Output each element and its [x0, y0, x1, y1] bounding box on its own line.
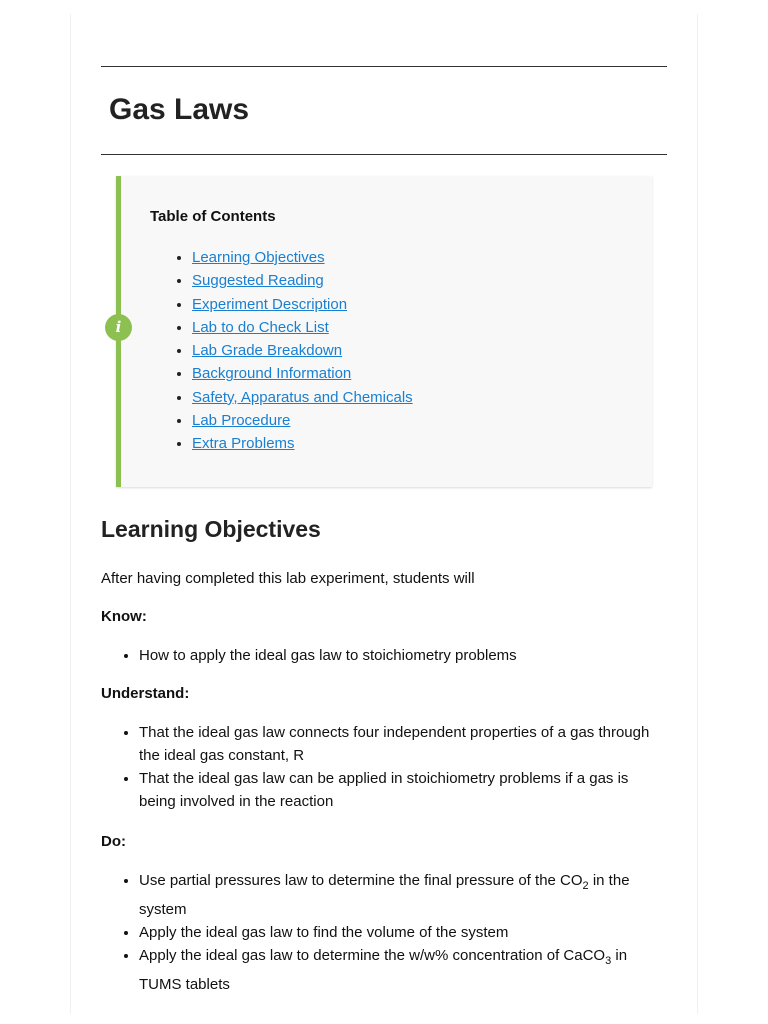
know-list: [101, 644, 667, 667]
toc-link-safety-apparatus[interactable]: Safety, Apparatus and Chemicals: [192, 388, 413, 406]
toc-callout: [116, 176, 652, 487]
know-label: Know:: [101, 608, 147, 625]
list-item: • That the ideal gas law connects four independent properties of a gas through the ideal gas constant, R: [139, 721, 667, 767]
objectives-intro: After having completed this lab experiment, students will: [101, 570, 475, 587]
toc-link-learning-objectives[interactable]: Learning Objectives: [192, 249, 325, 266]
understand-list: [101, 721, 667, 813]
toc-item: [192, 339, 413, 362]
subscript: 3: [605, 955, 612, 967]
list-item: • How to apply the ideal gas law to stoichiometry problems: [139, 644, 667, 667]
toc-item: [192, 409, 413, 432]
title-bottom-rule: [101, 154, 667, 155]
toc-link-lab-procedure[interactable]: Lab Procedure: [192, 412, 291, 430]
toc-link-grade-breakdown[interactable]: Lab Grade Breakdown: [192, 342, 343, 360]
subscript: 2: [582, 880, 589, 892]
toc-item: [192, 293, 413, 316]
do-label: Do:: [101, 833, 126, 850]
list-item: • Apply the ideal gas law to determine the w/w% concentration of CaCO$_3$ in TUMS tablets: [139, 944, 667, 996]
list-item: • Apply the ideal gas law to find the volume of the system: [139, 921, 667, 944]
toc-link-lab-checklist[interactable]: Lab to do Check List: [192, 318, 329, 336]
toc-item: [192, 269, 413, 292]
toc-item: [192, 386, 413, 409]
toc-heading: Table of Contents: [150, 208, 276, 225]
list-item: • That the ideal gas law can be applied in stoichiometry problems if a gas is being involved in the reaction: [139, 767, 667, 813]
understand-label: Understand:: [101, 685, 190, 702]
toc-list: [150, 246, 413, 456]
list-item: • Use partial pressures law to determine the final pressure of the $CO_2$ in the system: [139, 869, 667, 921]
info-icon: i: [105, 314, 132, 341]
title-top-rule: [101, 66, 667, 67]
toc-item: [192, 362, 413, 385]
page-title: Gas Laws: [109, 93, 250, 126]
toc-link-extra-problems[interactable]: Extra Problems: [192, 435, 295, 453]
toc-item: [192, 246, 413, 269]
do-list: [101, 869, 667, 996]
toc-item: [192, 316, 413, 339]
toc-item: [192, 432, 413, 455]
section-heading-learning-objectives: Learning Objectives: [101, 516, 321, 542]
toc-link-experiment-description[interactable]: Experiment Description: [192, 295, 348, 313]
toc-link-suggested-reading[interactable]: Suggested Reading: [192, 272, 324, 290]
page-container: [70, 14, 698, 1014]
toc-link-background-information[interactable]: Background Information: [192, 365, 352, 383]
